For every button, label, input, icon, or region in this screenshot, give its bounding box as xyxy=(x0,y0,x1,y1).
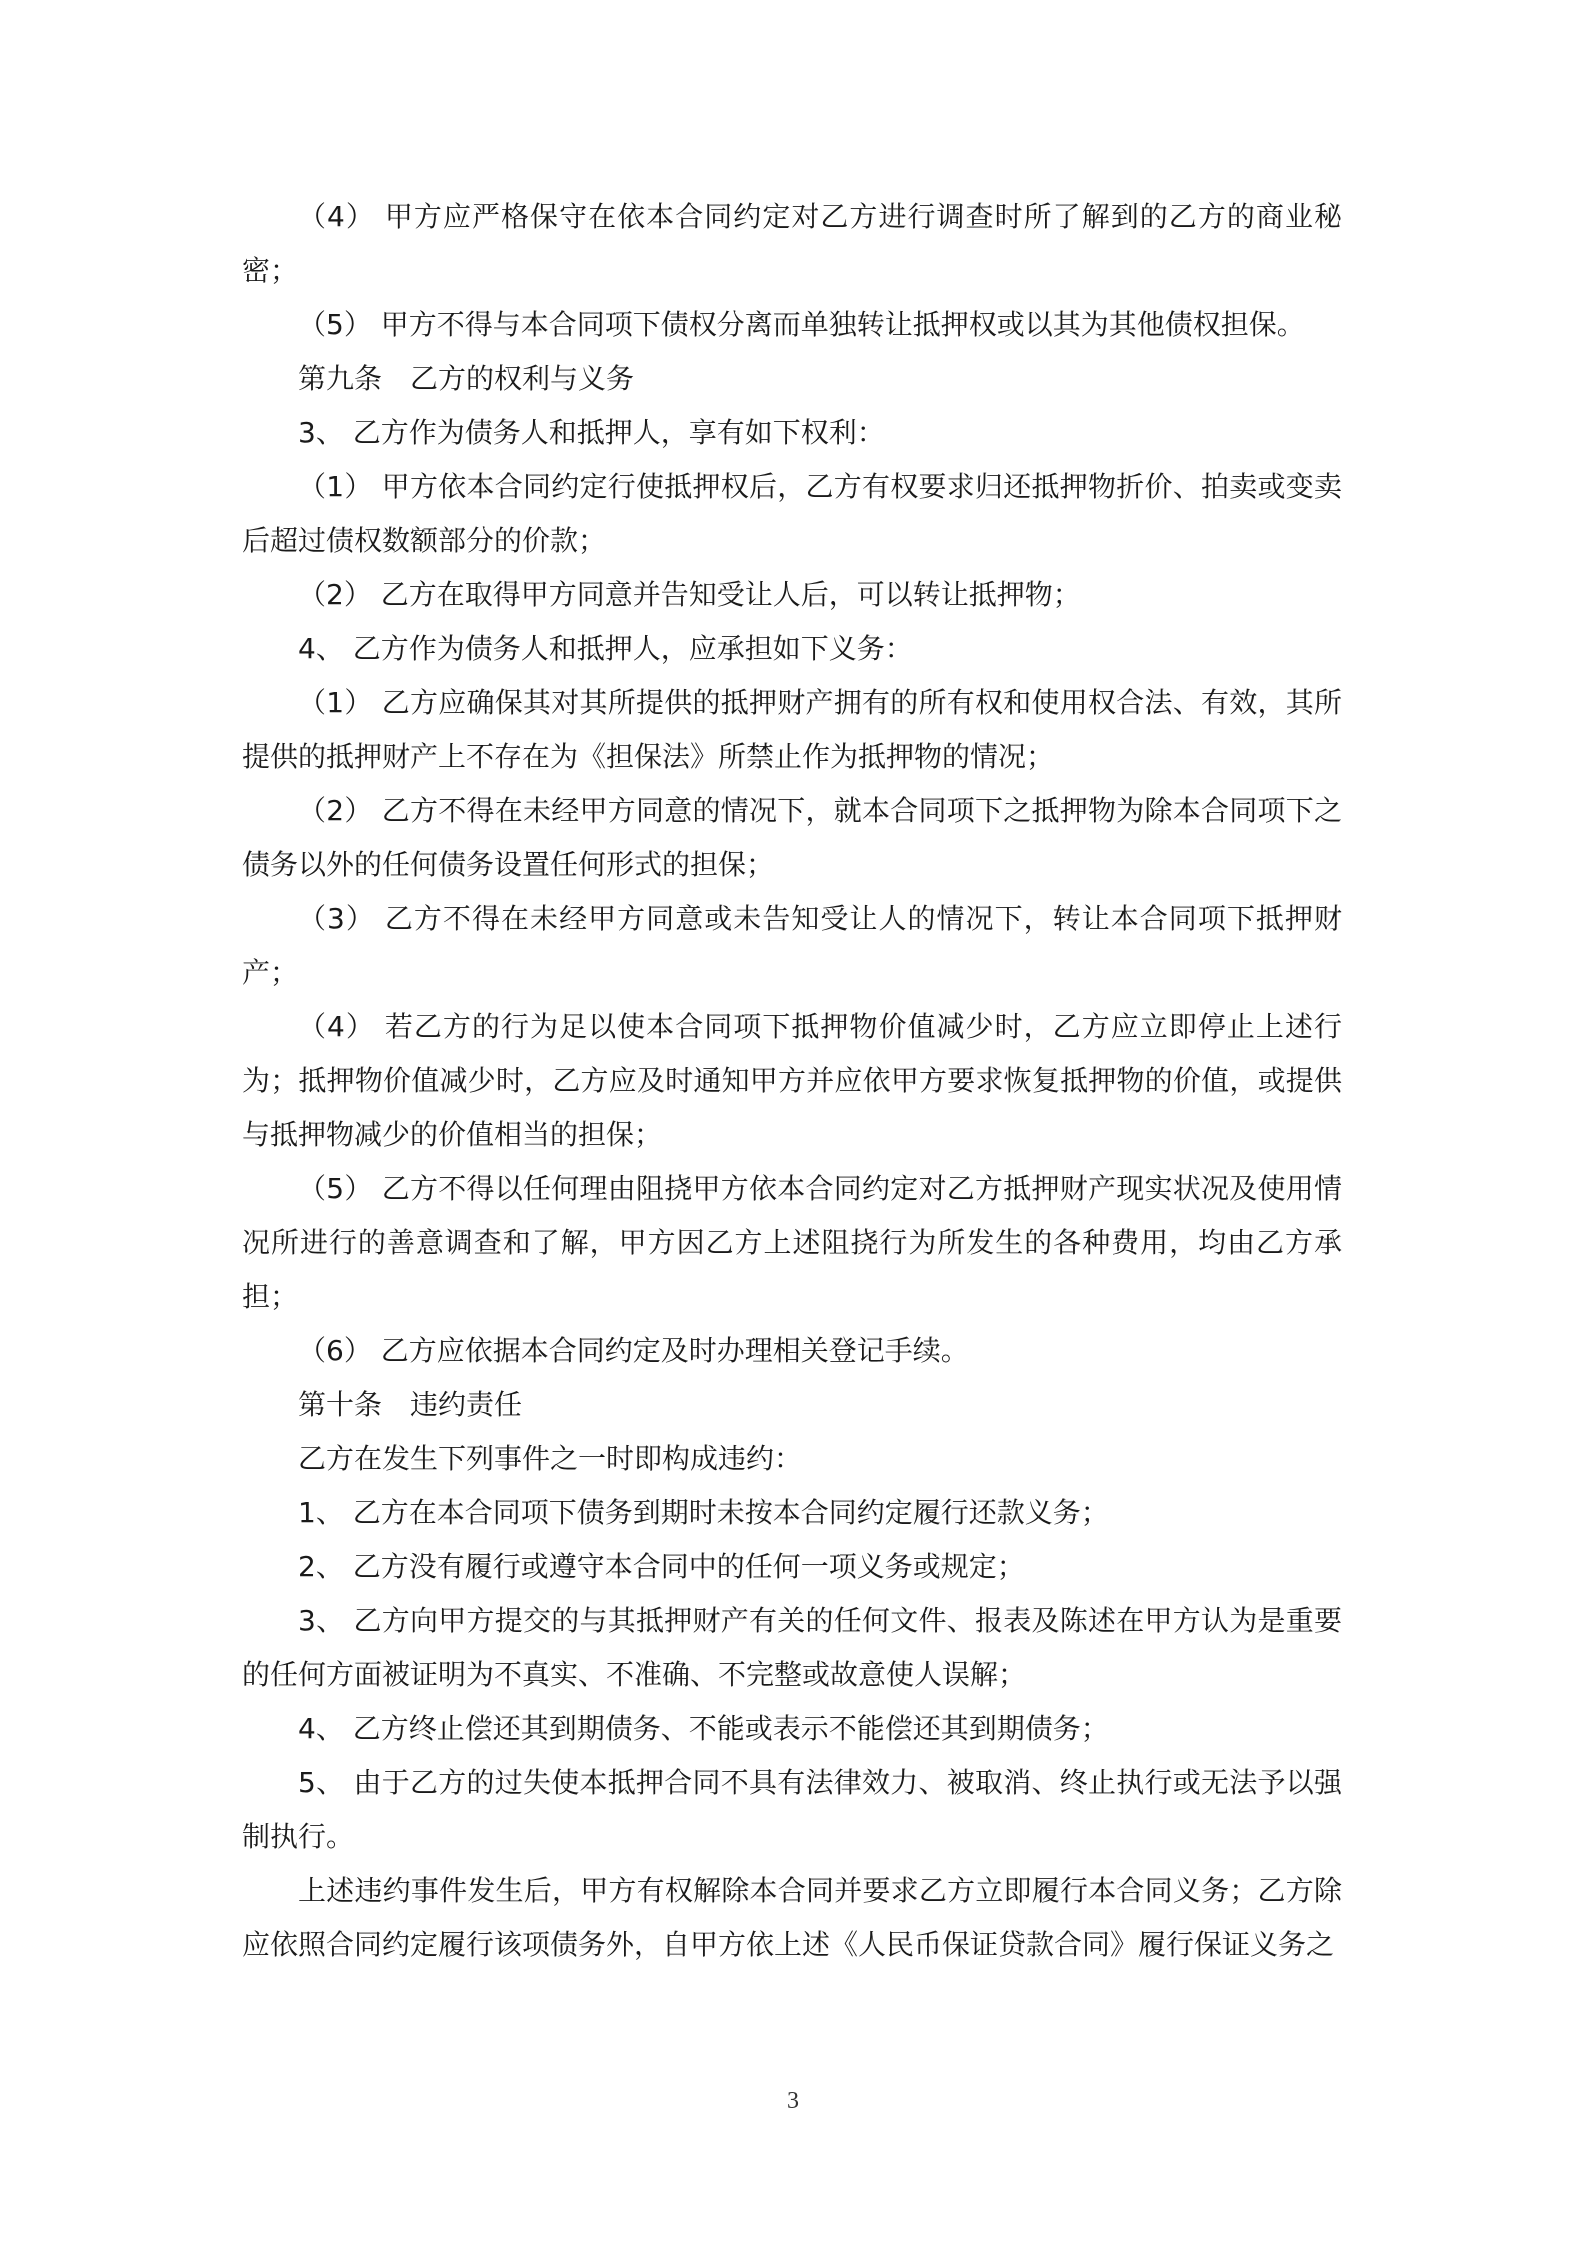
article-10-consequence: 上述违约事件发生后，甲方有权解除本合同并要求乙方立即履行本合同义务；乙方除应依照合同约定履行该项债务外，自甲方依上述《人民币保证贷款合同》履行保证义务之 xyxy=(242,1874,1342,1961)
article-9-section-4: 4、 乙方作为债务人和抵押人，应承担如下义务： xyxy=(298,632,913,665)
article-9-section-4-item-5: （5） 乙方不得以任何理由阻挠甲方依本合同约定对乙方抵押财产现实状况及使用情况所进行的善意调查和了解，甲方因乙方上述阻挠行为所发生的各种费用，均由乙方承担； xyxy=(242,1172,1342,1313)
article-10-item-5: 5、 由于乙方的过失使本抵押合同不具有法律效力、被取消、终止执行或无法予以强制执行。 xyxy=(242,1766,1342,1853)
article-9-section-4-item-4: （4） 若乙方的行为足以使本合同项下抵押物价值减少时，乙方应立即停止上述行为；抵押物价值减少时，乙方应及时通知甲方并应依甲方要求恢复抵押物的价值，或提供与抵押物减少的价值相当的担保； xyxy=(242,1010,1342,1151)
article-10-item-3: 3、 乙方向甲方提交的与其抵押财产有关的任何文件、报表及陈述在甲方认为是重要的任何方面被证明为不真实、不准确、不完整或故意使人误解； xyxy=(242,1604,1342,1691)
page-number: 3 xyxy=(787,2088,799,2114)
article-9-section-4-item-2: （2） 乙方不得在未经甲方同意的情况下，就本合同项下之抵押物为除本合同项下之债务以外的任何债务设置任何形式的担保； xyxy=(242,794,1342,881)
clause-8-item-4: （4） 甲方应严格保守在依本合同约定对乙方进行调查时所了解到的乙方的商业秘密； xyxy=(242,200,1342,287)
article-9-section-4-item-3: （3） 乙方不得在未经甲方同意或未告知受让人的情况下，转让本合同项下抵押财产； xyxy=(242,902,1342,989)
article-9-section-3: 3、 乙方作为债务人和抵押人，享有如下权利： xyxy=(298,416,885,449)
article-9-section-4-item-6: （6） 乙方应依据本合同约定及时办理相关登记手续。 xyxy=(298,1334,969,1367)
clause-8-item-5: （5） 甲方不得与本合同项下债权分离而单独转让抵押权或以其为其他债权担保。 xyxy=(298,308,1305,341)
document-body xyxy=(242,190,1342,1972)
article-10-intro: 乙方在发生下列事件之一时即构成违约： xyxy=(298,1442,803,1475)
article-10-heading: 第十条 违约责任 xyxy=(298,1388,523,1421)
article-9-section-3-item-2: （2） 乙方在取得甲方同意并告知受让人后，可以转让抵押物； xyxy=(298,578,1081,611)
article-9-heading: 第九条 乙方的权利与义务 xyxy=(298,362,635,395)
article-10-item-1: 1、 乙方在本合同项下债务到期时未按本合同约定履行还款义务； xyxy=(298,1496,1109,1529)
article-9-section-4-item-1: （1） 乙方应确保其对其所提供的抵押财产拥有的所有权和使用权合法、有效，其所提供的抵押财产上不存在为《担保法》所禁止作为抵押物的情况； xyxy=(242,686,1342,773)
article-10-item-4: 4、 乙方终止偿还其到期债务、不能或表示不能偿还其到期债务； xyxy=(298,1712,1109,1745)
article-9-section-3-item-1: （1） 甲方依本合同约定行使抵押权后，乙方有权要求归还抵押物折价、拍卖或变卖后超过债权数额部分的价款； xyxy=(242,470,1342,557)
article-10-item-2: 2、 乙方没有履行或遵守本合同中的任何一项义务或规定； xyxy=(298,1550,1025,1583)
